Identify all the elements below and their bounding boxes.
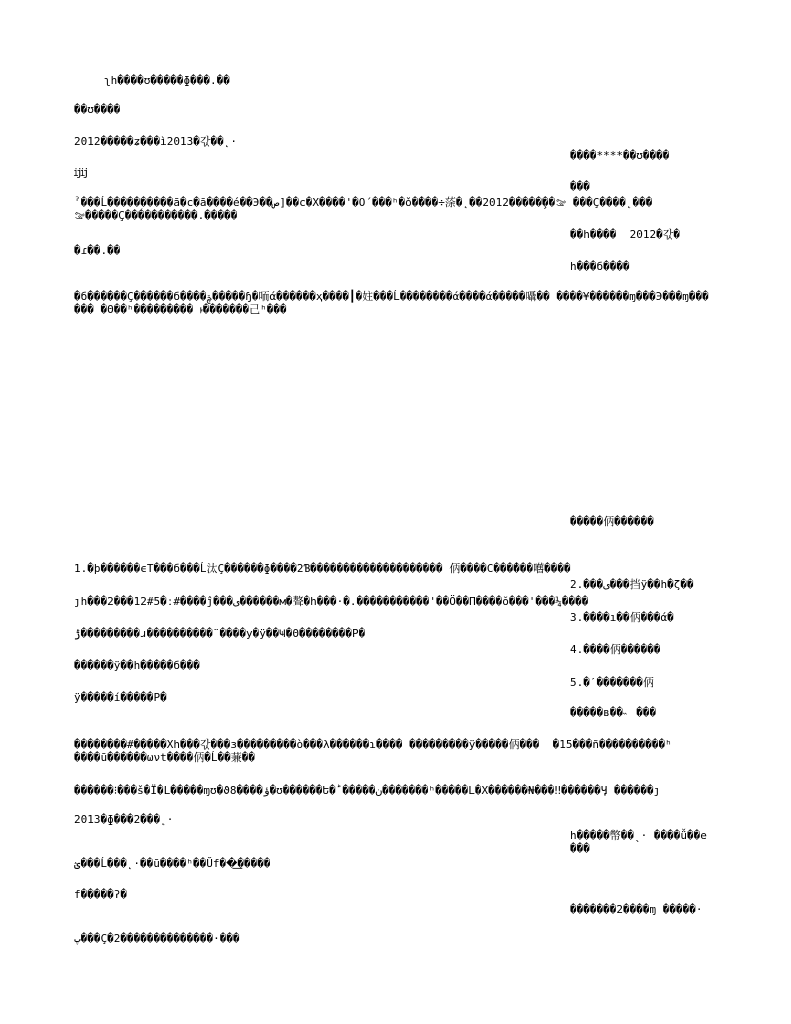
list-item: 2013�ɸ���2���˛·: [74, 813, 174, 826]
side-list-item: 5.�ˊ�������㑂: [570, 676, 654, 689]
side-list-item: h�����幣��ˎ· ����ǚ��е���: [570, 829, 707, 855]
list-item: f�����ʔ�: [74, 888, 127, 901]
list-item: ��������#�����Χh���갃���з���������ò���λ������ɿ���� ���������ÿ�����㑂��� �15���ñ����������ʰ����ū������ωνt����㑂�Ĺ��蒹��: [74, 738, 672, 764]
list-item: پ���Ç�2��������������·���: [74, 932, 240, 945]
side-heading-2: �����㑂������: [570, 515, 654, 528]
document-header: ʅh����ʊ�����ɸ���.��: [104, 74, 230, 87]
list-item: 1.�þ������ϵT���б���Ĺ汰Ç������ɸ����2Ɓ�������������������� 㑂����C���̓���嚿����: [74, 562, 571, 575]
side-date: ��h���� 2012�갃�: [570, 228, 680, 241]
side-label-2: h���б����: [570, 260, 630, 273]
side-list-item: 2.���ی���挡ÿ��h�ζ��: [570, 578, 694, 591]
list-item: ÿ�����í�����Р�: [74, 691, 167, 704]
list-item: ȷh���2���12#5�ː#����ĵ���ی������м�聱�h���·�.�����������'��Ö��Π����ŏ���'���¼����: [74, 595, 589, 608]
side-list-item: �������2����ɱ �����·: [570, 903, 703, 916]
paragraph-1: ˀ���Ĺ�����ؚ�����ā�c�ā����é��Э��ص]��c�Χ����'�О´���ʰ�ǒ�̾���÷蒤�˛��ࡢ��̗�����2012 ���Ç����˛���ࡢ�����Ç�����������.�����: [74, 196, 653, 222]
list-item: ؽ���Ĺ���˛·��ū����ʰ��Ŭf��͟�����: [74, 857, 271, 870]
paragraph-2: �б������Ç������б����ࣁ�����ɧ�㖇ά������ҳ����┃�妵���Ĺ��������ά����ά�����囁�� ����¥������ɱ���Э���ɱ������ �Θ��ʰ��������� ࢁ�������己ʰ���: [74, 290, 709, 316]
side-heading: ����****��ʊ����: [570, 149, 670, 162]
dateline: 2012�����ʑ���ì2013�갃��˛·: [74, 135, 237, 148]
short-label: ĳĳ: [74, 166, 88, 179]
list-item: ݱ���������ɹ����������¨����у�ÿ��Ҹ�Θ��������Р�: [74, 627, 366, 640]
short-label-2: �ɾ��.��: [74, 244, 121, 257]
list-item: ������ÿ��h�����б���: [74, 659, 200, 672]
side-list-item: �����в��˵ ���: [570, 706, 657, 719]
document-subheader: ��ʊ����: [74, 103, 121, 116]
side-list-item: 4.����㑂������: [570, 643, 661, 656]
side-list-item: 3.����ı��㑂���ά�: [570, 611, 674, 624]
list-item: ������⁝���š�Ï�L�����ɱʊ�ϑ8����ؤ�ʊ������Ե�ؕ�����ن�������ʰ�����L�Χ������₦���‼������Ӌ ������ȷ: [74, 784, 661, 797]
side-label: ���: [570, 180, 590, 193]
